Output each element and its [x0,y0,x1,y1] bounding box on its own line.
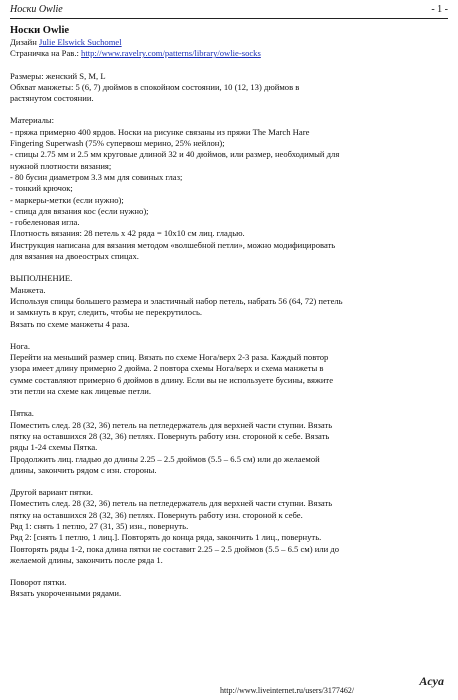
page-number: - 1 - [431,4,448,15]
alt-heel-instruction: пятку на оставшихся 28 (32, 36) петлях. Повернуть работу изн. стороной к себе. [10,509,303,520]
footer-url: http://www.liveinternet.ru/users/3177462/ [220,686,355,695]
heel-instruction: Поместить след. 28 (32, 36) петель на петледержатель для верхней части ступни. Вязать [10,419,333,430]
material-item: - маркеры-метки (если нужно); [10,194,124,205]
cuff-instruction: Вязать по схеме манжеты 4 раза. [10,318,130,329]
material-item: - тонкий крючок; [10,183,73,194]
material-item: Fingering Superwash (75% супервош мерино, 25% нейлон); [10,138,225,149]
heel-instruction: Продолжить лиц. гладью до длины 2.25 – 2.5 дюймов (5.5 – 6.5 см) или до желаемой [10,453,320,464]
page-header [10,4,448,19]
heel-heading: Пятка. [10,408,34,419]
alt-heel-instruction: Поместить след. 28 (32, 36) петель на петледержатель для верхней части ступни. Вязать [10,498,333,509]
design-line: Дизайн Julie Elswick Suchomel [10,37,122,47]
material-item: - спица для вязания кос (если нужно); [10,205,149,216]
heel-turn-heading: Поворот пятки. [10,577,67,588]
heel-instruction: длины, закончить рядом с изн. стороны. [10,464,157,475]
cuff-instruction: и замкнуть в круг, следить, чтобы не перекрутилось. [10,307,203,318]
materials-heading: Материалы: [10,115,55,126]
material-item: нужной плотности вязания; [10,160,112,171]
alt-heel-instruction: Ряд 1: снять 1 петлю, 27 (31, 35) изн., повернуть. [10,520,189,531]
watermark-signature: Acya [419,674,444,688]
alt-heel-instruction: Ряд 2: [снять 1 петлю, 1 лиц.]. Повторять до конца ряда, закончить 1 лиц., повернуть. [10,532,322,543]
cuff-size-text: Обхват манжеты: 5 (6, 7) дюймов в спокойном состоянии, 10 (12, 13) дюймов в [10,81,300,92]
ravelry-line: Страничка на Рав.: http://www.ravelry.com/patterns/library/owlie-socks [10,48,261,59]
instruction-note: Инструкция написана для вязания методом «волшебной петли», можно модифицировать [10,239,336,250]
material-item: - спицы 2.75 мм и 2.5 мм круговые длиной 32 и 40 дюймов, или размер, необходимый для [10,149,340,160]
alt-heel-heading: Другой вариант пятки. [10,487,93,498]
document-title: Носки Owlie [10,25,70,36]
cuff-instruction: Используя спицы большего размера и эластичный набор петель, набрать 56 (64, 72) петель [10,295,343,306]
heel-instruction: пятку на оставшихся 28 (32, 36) петлях. Повернуть работу изн. стороной к себе. Вязать [10,430,330,441]
ravelry-link[interactable]: http://www.ravelry.com/patterns/library/owlie-socks [81,48,261,59]
heel-turn-instruction: Вязать укороченными рядами. [10,588,122,599]
material-item: - пряжа примерно 400 ярдов. Носки на рисунке связаны из пряжи The March Hare [10,126,310,137]
heel-instruction: ряды 1-24 схемы Пятка. [10,442,98,453]
leg-heading: Нога. [10,340,30,351]
leg-instruction: узора имеет длину примерно 2 дюйма. 2 повтора схемы Нога/верх и схема манжеты в [10,363,324,374]
sizes-text: Размеры: женский S, M, L [10,70,106,81]
cuff-size-text: растянутом состоянии. [10,93,94,104]
leg-instruction: Перейти на меньший размер спиц. Вязать по схеме Нога/верх 2-3 раза. Каждый повтор [10,352,329,363]
leg-instruction: эти петли на схеме как лицевые петли. [10,386,152,397]
execution-heading: ВЫПОЛНЕНИЕ. [10,273,73,284]
material-item: - 80 бусин диаметром 3.3 мм для совиных глаз; [10,171,183,182]
designer-link[interactable]: Julie Elswick Suchomel [39,37,122,47]
material-item: - гобеленовая игла. [10,217,80,228]
document-body [10,24,448,600]
alt-heel-instruction: желаемой длины, закончить после ряда 1. [10,554,163,565]
header-title: Носки Owlie [10,4,63,15]
cuff-heading: Манжета. [10,284,46,295]
leg-instruction: сумме составляют примерно 6 дюймов в длину. Если вы не используете бусины, вяжите [10,374,334,385]
instruction-note: для вязания на двоеострых спицах. [10,251,139,262]
gauge-text: Плотность вязания: 28 петель х 42 ряда = 10х10 см лиц. гладью. [10,228,245,239]
alt-heel-instruction: Повторять ряды 1-2, пока длина пятки не составит 2.25 – 2.5 дюймов (5.5 – 6.5 см) или до [10,543,340,554]
